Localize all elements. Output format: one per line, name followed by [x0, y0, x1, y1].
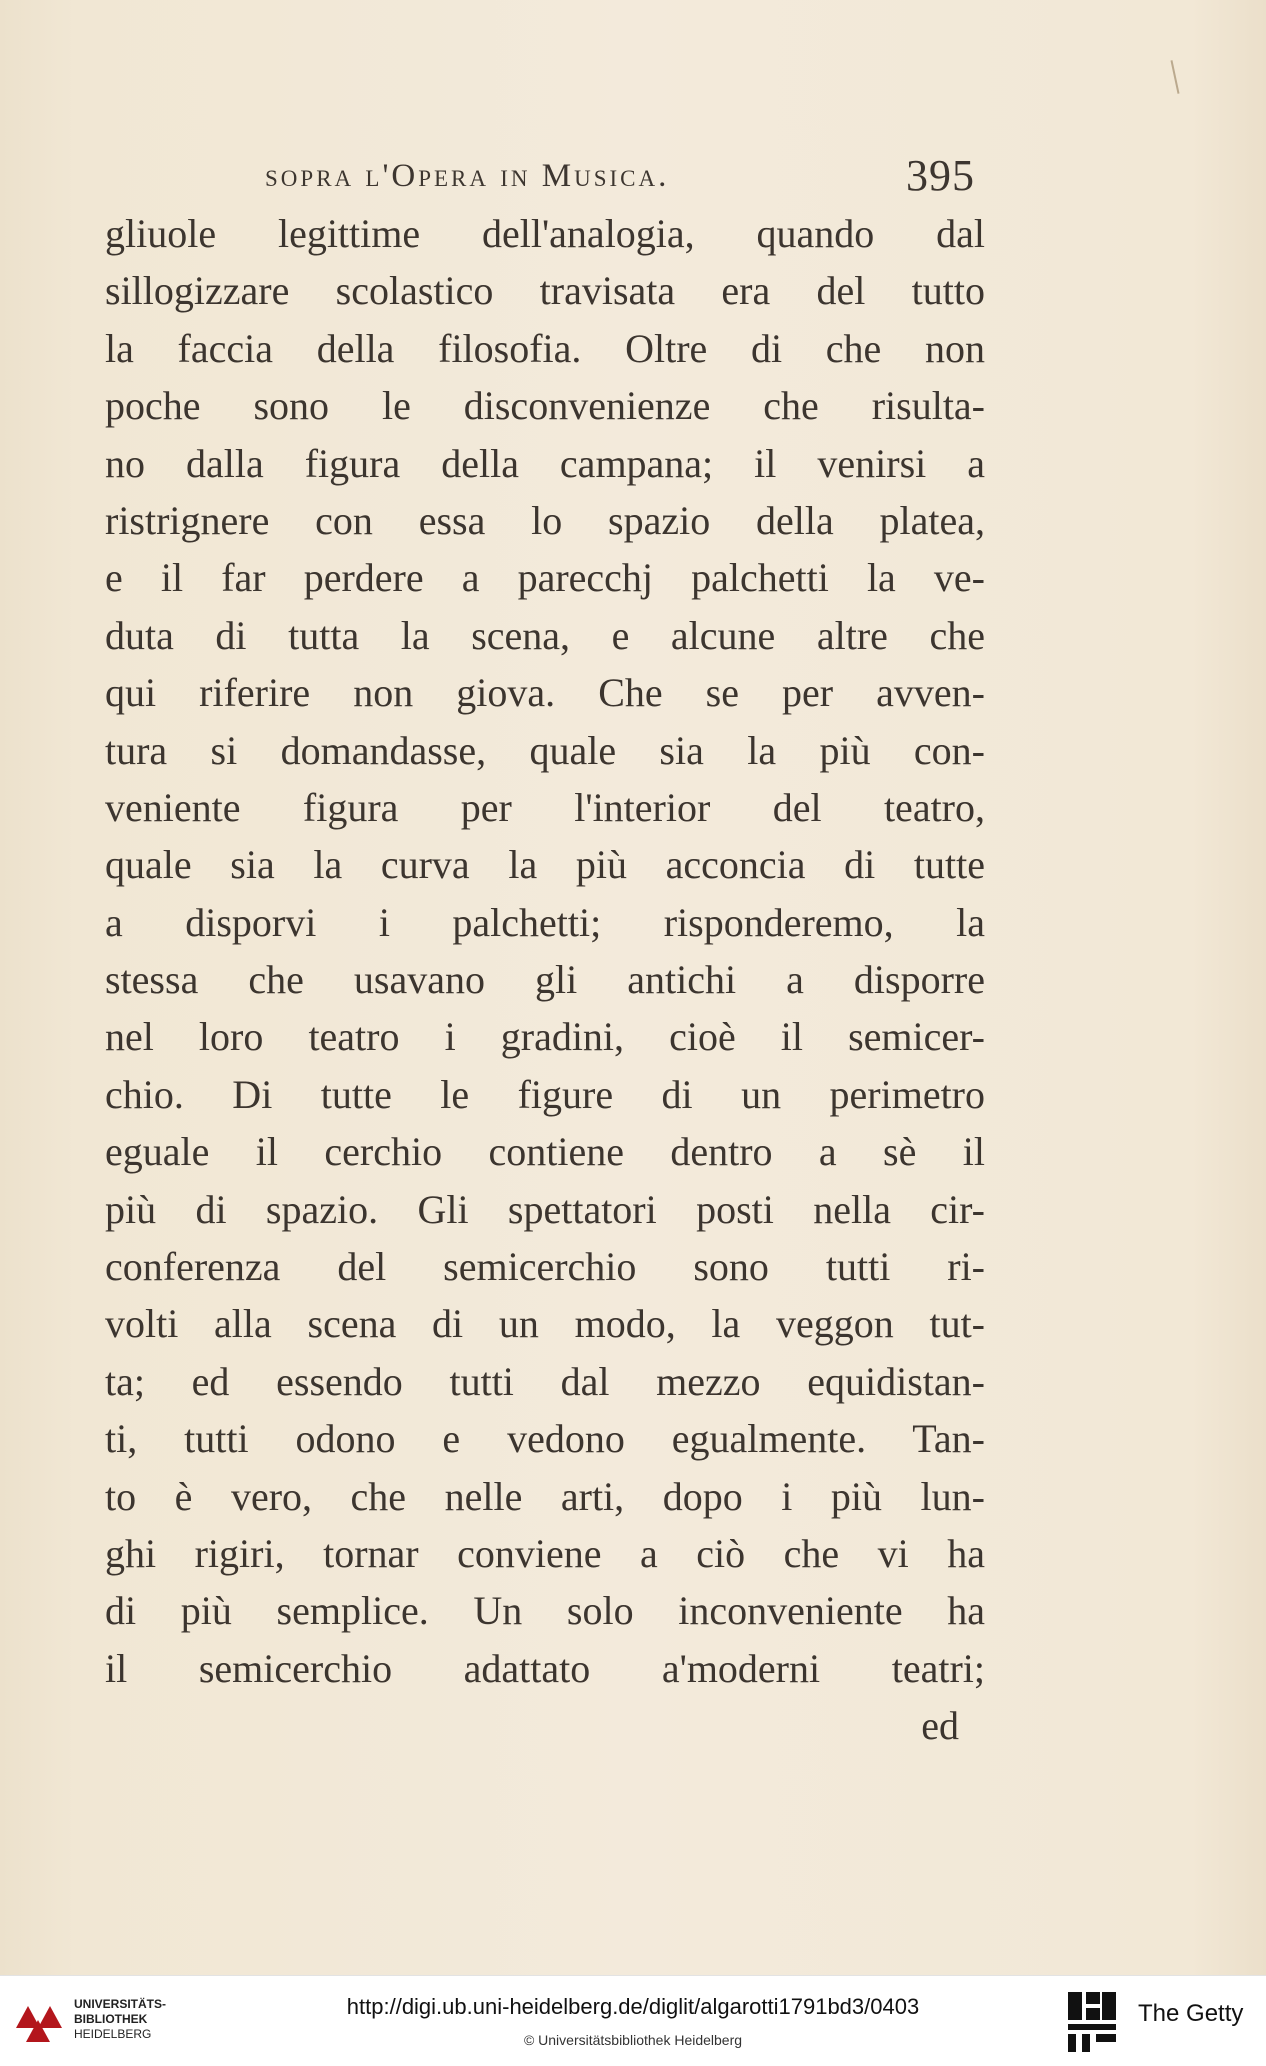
page-number: 395: [906, 151, 975, 200]
copyright-notice: © Universitätsbibliothek Heidelberg: [523, 2032, 743, 2048]
text-line: eguale il cerchio contiene dentro a sè il: [105, 1129, 985, 1175]
text-line: conferenza del semicerchio sono tutti ri-: [105, 1244, 985, 1290]
text-line: a disporvi i palchetti; risponderemo, la: [105, 899, 985, 945]
text-line: gliuole legittime dell'analogia, quando dal: [105, 211, 985, 256]
text-line: sillogizzare scolastico travisata era del tutto: [105, 268, 985, 314]
text-line: di più semplice. Un solo inconveniente ha: [105, 1588, 985, 1634]
running-head: [265, 150, 975, 200]
text-line: e il far perdere a parecchj palchetti la ve-: [105, 555, 985, 601]
text-line: ta; ed essendo tutti dal mezzo equidistan-: [105, 1358, 985, 1404]
margin-pencil-mark: [1170, 60, 1179, 94]
library-name: UNIVERSITÄTS- BIBLIOTHEK HEIDELBERG: [74, 1997, 167, 2041]
running-head-title: sopra l'Opera in Musica.: [265, 158, 670, 194]
text-line: tura si domandasse, quale sia la più con-: [105, 727, 985, 773]
text-line: nel loro teatro i gradini, cioè il semicer-: [105, 1014, 985, 1060]
catchword: ed: [921, 1703, 959, 1749]
text-line: la faccia della filosofia. Oltre di che non: [105, 325, 985, 371]
text-line: ristrignere con essa lo spazio della platea,: [105, 497, 985, 543]
text-line: duta di tutta la scena, e alcune altre che: [105, 612, 985, 658]
partner-name: The Getty: [1138, 2000, 1244, 2027]
text-line: più di spazio. Gli spettatori posti nella cir-: [105, 1186, 985, 1232]
text-line: ghi rigiri, tornar conviene a ciò che vi ha: [105, 1530, 985, 1576]
text-line: to è vero, che nelle arti, dopo i più lun-: [105, 1473, 985, 1519]
text-line: poche sono le disconvenienze che risulta-: [105, 383, 985, 429]
text-line: no dalla figura della campana; il venirsi a: [105, 440, 985, 486]
text-line: il semicerchio adattato a'moderni teatri;: [105, 1645, 985, 1691]
body-text: [105, 205, 985, 1755]
text-line: stessa che usavano gli antichi a disporre: [105, 957, 985, 1003]
text-line: ti, tutti odono e vedono egualmente. Tan-: [105, 1416, 985, 1462]
text-line: veniente figura per l'interior del teatro,: [105, 784, 985, 830]
getty-logo-icon: [1066, 1990, 1118, 2054]
permalink-url[interactable]: http://digi.ub.uni-heidelberg.de/diglit/algarotti1791bd3/0403: [346, 1994, 920, 2019]
text-line: chio. Di tutte le figure di un perimetro: [105, 1071, 985, 1117]
text-line: quale sia la curva la più acconcia di tutte: [105, 842, 985, 888]
text-line: qui riferire non giova. Che se per avven-: [105, 670, 985, 716]
viewer-footer: [0, 1975, 1266, 2066]
text-line: volti alla scena di un modo, la veggon tut-: [105, 1301, 985, 1347]
